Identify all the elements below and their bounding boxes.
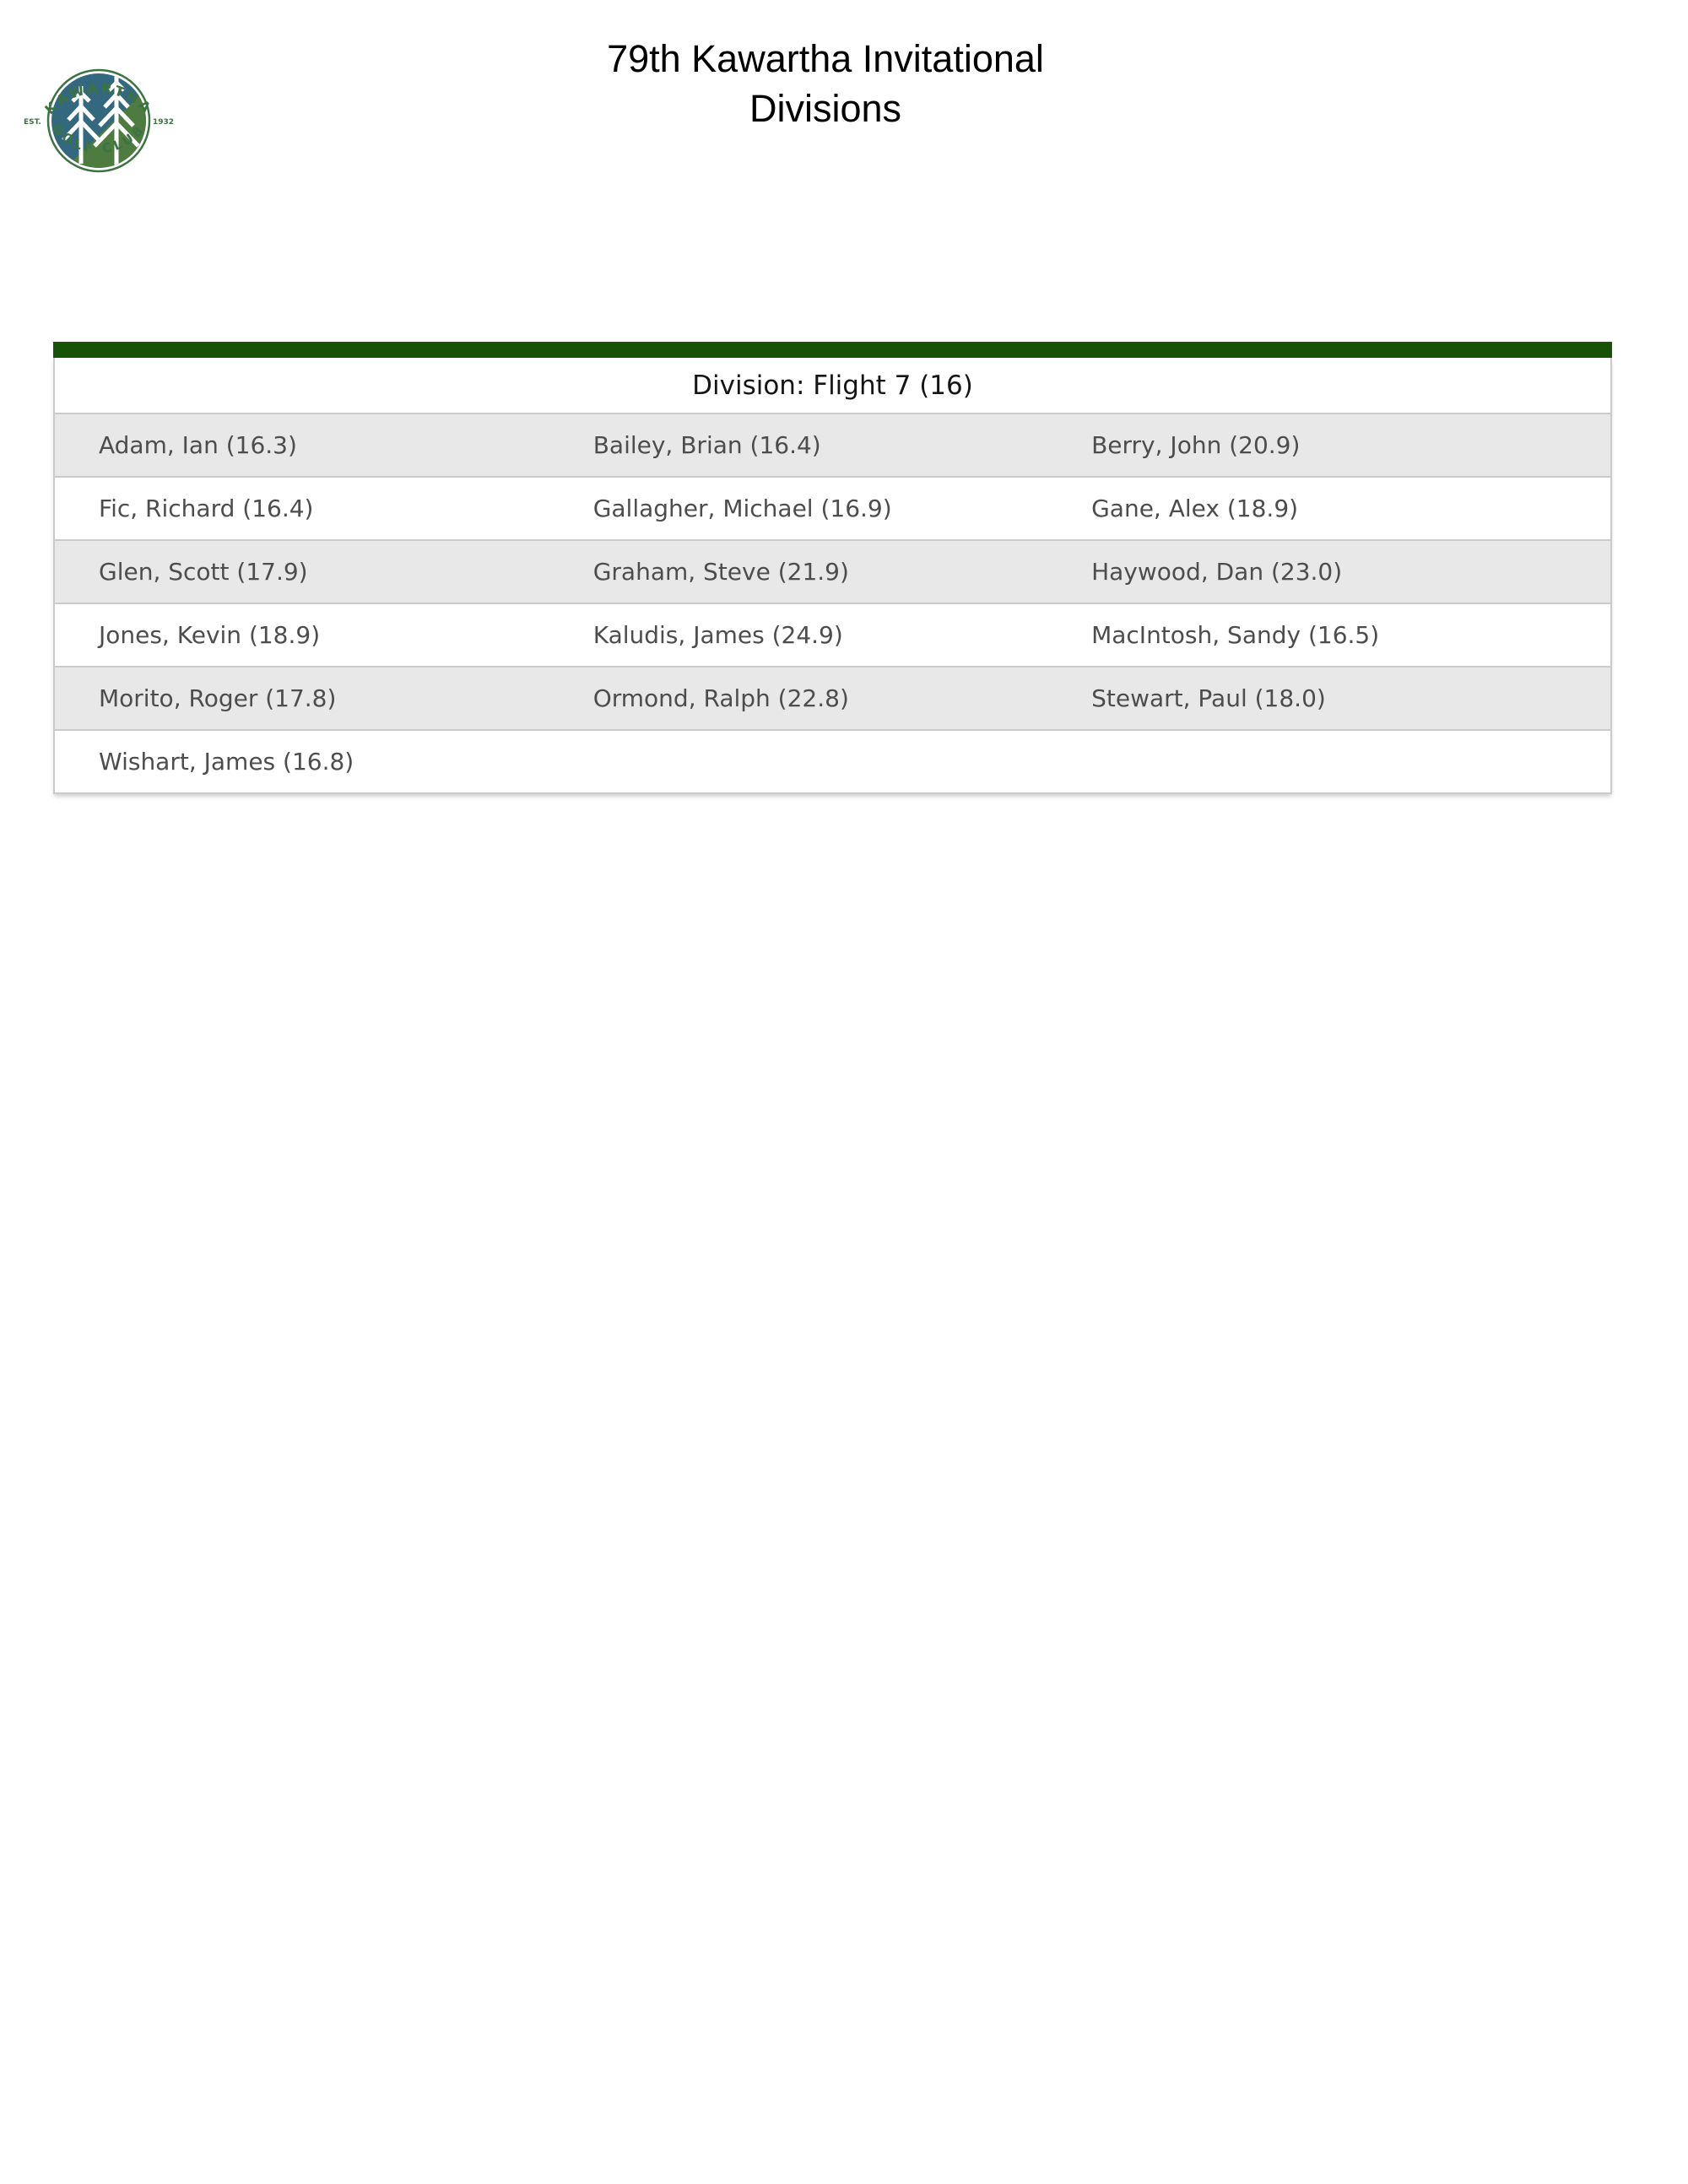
player-cell: Wishart, James (16.8) <box>54 730 549 793</box>
player-cell: Kaludis, James (24.9) <box>549 603 1047 667</box>
player-cell <box>549 730 1047 793</box>
event-title: 79th Kawartha Invitational <box>607 37 1044 80</box>
page-header <box>0 0 1688 219</box>
player-cell: Adam, Ian (16.3) <box>54 414 549 477</box>
player-cell: Stewart, Paul (18.0) <box>1047 667 1611 730</box>
player-row <box>54 540 1611 603</box>
player-cell: Ormond, Ralph (22.8) <box>549 667 1047 730</box>
player-cell <box>1047 730 1611 793</box>
player-cell: Fic, Richard (16.4) <box>54 477 549 540</box>
player-row <box>54 414 1611 477</box>
player-cell: Bailey, Brian (16.4) <box>549 414 1047 477</box>
logo-club-name-bottom: GOLF CLUB <box>48 121 149 157</box>
logo-est-label: EST. <box>24 118 41 127</box>
player-cell: Graham, Steve (21.9) <box>549 540 1047 603</box>
player-cell: Gane, Alex (18.9) <box>1047 477 1611 540</box>
logo-year-label: 1932 <box>152 118 174 127</box>
player-cell: Jones, Kevin (18.9) <box>54 603 549 667</box>
division-title: Division: Flight 7 (16) <box>54 358 1611 414</box>
player-cell: Haywood, Dan (23.0) <box>1047 540 1611 603</box>
division-accent-bar <box>53 342 1612 358</box>
division-table <box>53 358 1612 794</box>
player-cell: Gallagher, Michael (16.9) <box>549 477 1047 540</box>
player-cell: Berry, John (20.9) <box>1047 414 1611 477</box>
player-row <box>54 477 1611 540</box>
page-title <box>0 34 1651 133</box>
player-cell: MacIntosh, Sandy (16.5) <box>1047 603 1611 667</box>
player-row <box>54 603 1611 667</box>
player-row <box>54 667 1611 730</box>
division-header-row <box>54 358 1611 414</box>
player-cell: Glen, Scott (17.9) <box>54 540 549 603</box>
logo-club-name-top: KAWARTHA <box>41 79 156 118</box>
player-row <box>54 730 1611 793</box>
division-report <box>53 342 1612 794</box>
player-cell: Morito, Roger (17.8) <box>54 667 549 730</box>
page-subtitle: Divisions <box>749 87 902 130</box>
